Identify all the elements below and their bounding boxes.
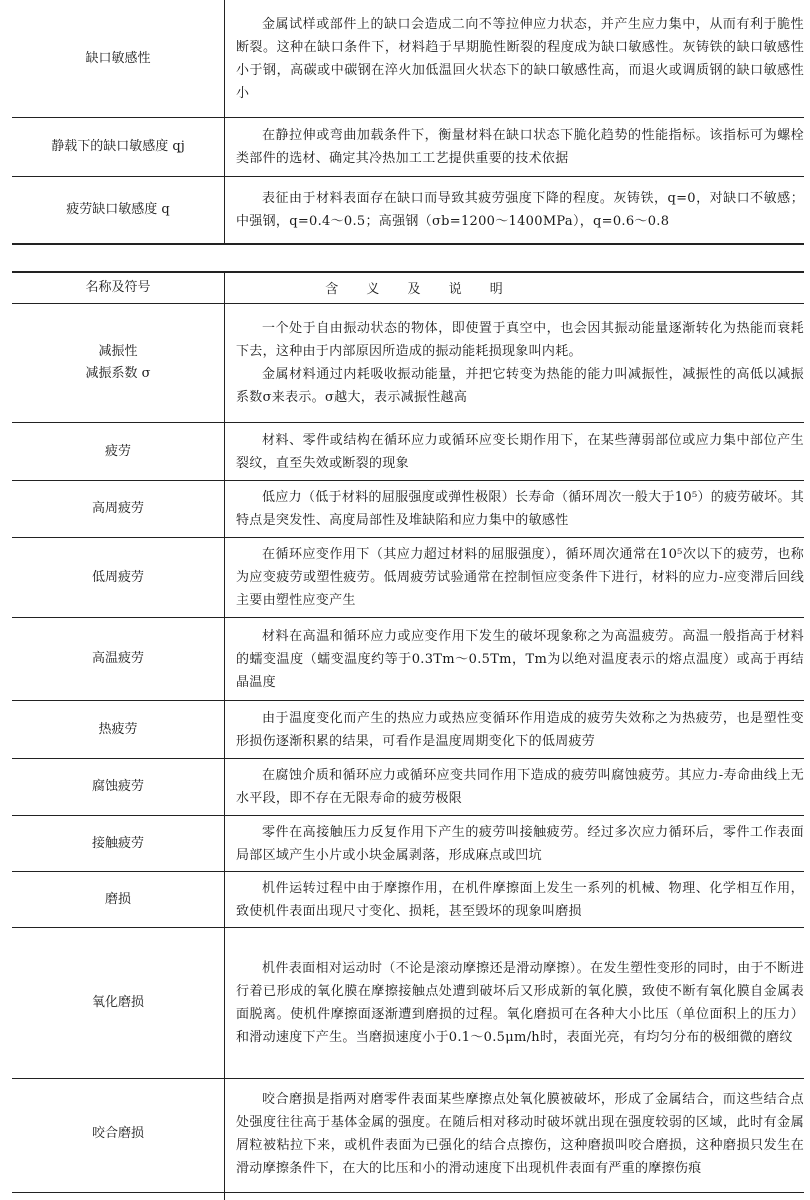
table-row: [12, 481, 804, 537]
table-row: [12, 0, 804, 117]
table-row: [12, 701, 804, 758]
term-name: 疲劳: [104, 443, 131, 459]
table-row: [12, 304, 804, 422]
table-row: [12, 618, 804, 700]
term-description: 一个处于自由振动状态的物体，即使置于真空中，也会因其振动能量逐渐转化为热能而衰耗下去，这种由于内部原因所造成的振动能耗损现象叫内耗。 金属材料通过内耗吸收振动能量，并把它转变为热能的能力叫减振性，减振性的高低以减振系数σ来表示。σ越大，表示减振性越高: [236, 321, 804, 405]
term-description: 在腐蚀介质和循环应力或循环应变共同作用下造成的疲劳叫腐蚀疲劳。其应力-寿命曲线上无水平段，即不存在无限寿命的疲劳极限: [236, 768, 804, 806]
term-name: 疲劳缺口敏感度 q: [66, 202, 170, 217]
term-description: 由于温度变化而产生的热应力或热应变循环作用造成的疲劳失效称之为热疲劳，也是塑性变形损伤逐渐积累的结果，可看作是温度周期变化下的低周疲劳: [236, 710, 804, 749]
term-name: 接触疲劳: [91, 835, 144, 851]
term-name: 咬合磨损: [91, 1126, 144, 1141]
term-description: 金属试样或部件上的缺口会造成二向不等拉伸应力状态，并产生应力集中，从而有利于脆性断裂。这种在缺口条件下，材料趋于早期脆性断裂的程度成为缺口敏感性。灰铸铁的缺口敏感性小于钢，高碳或中碳钢在淬火加低温回火状态下的缺口敏感性高，而退火或调质钢的缺口敏感性小: [236, 16, 804, 101]
term-description: 机件表面相对运动时（不论是滚动摩擦还是滑动摩擦）。在发生塑性变形的同时，由于不断进行着已形成的氧化膜在摩擦接触点处遭到破坏后又形成新的氧化膜，致使不断有氧化膜自金属表面脱离。使机件摩擦面逐渐遭到磨损的过程。氧化磨损可在各种大小比压（单位面积上的压力）和滑动速度下产生。当磨损速度小于0.1～0.5μm/h时，表面光亮，有均匀分布的极细微的磨纹: [236, 961, 804, 1045]
term-name: 静载下的缺口敏感度 qj: [51, 139, 185, 154]
term-description: 在循环应变作用下（其应力超过材料的屈服强度），循环周次通常在10⁵次以下的疲劳，也称为应变疲劳或塑性疲劳。低周疲劳试验通常在控制恒应变条件下进行，材料的应力-应变滞后回线主要由塑性应变产生: [236, 547, 804, 608]
top-table: [12, 0, 804, 245]
bottom-table: [12, 271, 804, 1200]
table-row: [12, 538, 804, 617]
term-name: 缺口敏感性: [85, 50, 151, 66]
table-row: [12, 928, 804, 1078]
term-description: 在静拉伸或弯曲加载条件下，衡量材料在缺口状态下脆化趋势的性能指标。该指标可为螺栓类部件的选材、确定其冷热加工工艺提供重要的技术依据: [236, 128, 804, 166]
term-description: 零件在高接触压力反复作用下产生的疲劳叫接触疲劳。经过多次应力循环后，零件工作表面局部区域产生小片或小块金属剥落，形成麻点或凹坑: [236, 824, 804, 863]
table-row: [12, 177, 804, 243]
term-name: 减振性 减振系数 σ: [85, 344, 151, 381]
term-name: 高温疲劳: [91, 651, 144, 666]
term-name: 热疲劳: [98, 721, 138, 737]
term-name: 低周疲劳: [91, 569, 144, 585]
term-description: 咬合磨损是指两对磨零件表面某些摩擦点处氧化膜被破坏，形成了金属结合，而这些结合点处强度往往高于基体金属的强度。在随后相对移动时破坏就出现在强度较弱的区域，此时有金属屑粒被粘拉下来，或机件表面为已强化的结合点擦伤，这种磨损叫咬合磨损，这种磨损只发生在滑动摩擦条件下，在大的比压和小的滑动速度下出现机件表面有严重的摩擦伤痕: [236, 1092, 804, 1176]
row-divider: [12, 1192, 804, 1193]
term-name: 高周疲劳: [91, 501, 144, 516]
table-row: [12, 872, 804, 927]
table-header: [12, 273, 804, 302]
table-row: [12, 423, 804, 480]
table-row: [12, 118, 804, 176]
table-row: [12, 1079, 804, 1189]
term-description: 材料在高温和循环应力或应变作用下发生的破坏现象称之为高温疲劳。高温一般指高于材料的蠕变温度（蠕变温度约等于0.3Tm～0.5Tm，Tm为以绝对温度表示的熔点温度）或高于再结晶温度: [236, 628, 804, 690]
term-name: 氧化磨损: [91, 995, 144, 1010]
term-description: 材料、零件或结构在循环应力或循环应变长期作用下，在某些薄弱部位或应力集中部位产生裂纹，直至失效或断裂的现象: [236, 432, 804, 471]
table-bottom-rule: [12, 243, 804, 245]
term-description: 机件运转过程中由于摩擦作用，在机件摩擦面上发生一系列的机械、物理、化学相互作用，致使机件表面出现尺寸变化、损耗，甚至毁坏的现象叫磨损: [236, 880, 804, 919]
term-name: 腐蚀疲劳: [91, 779, 144, 794]
table-row: [12, 759, 804, 815]
term-name: 磨损: [104, 891, 131, 907]
header-name: 名称及符号: [85, 279, 151, 295]
term-description: 表征由于材料表面存在缺口而导致其疲劳强度下降的程度。灰铸铁，q=0，对缺口不敏感；中强钢，q=0.4～0.5；高强钢（σb=1200～1400MPa），q=0.6～0.8: [236, 191, 804, 229]
header-description: 含 义 及 说 明: [325, 282, 515, 297]
table-row: [12, 816, 804, 871]
term-description: 低应力（低于材料的屈服强度或弹性极限）长寿命（循环周次一般大于10⁵）的疲劳破坏。其特点是突发性、高度局部性及堆缺陷和应力集中的敏感性: [236, 490, 804, 528]
